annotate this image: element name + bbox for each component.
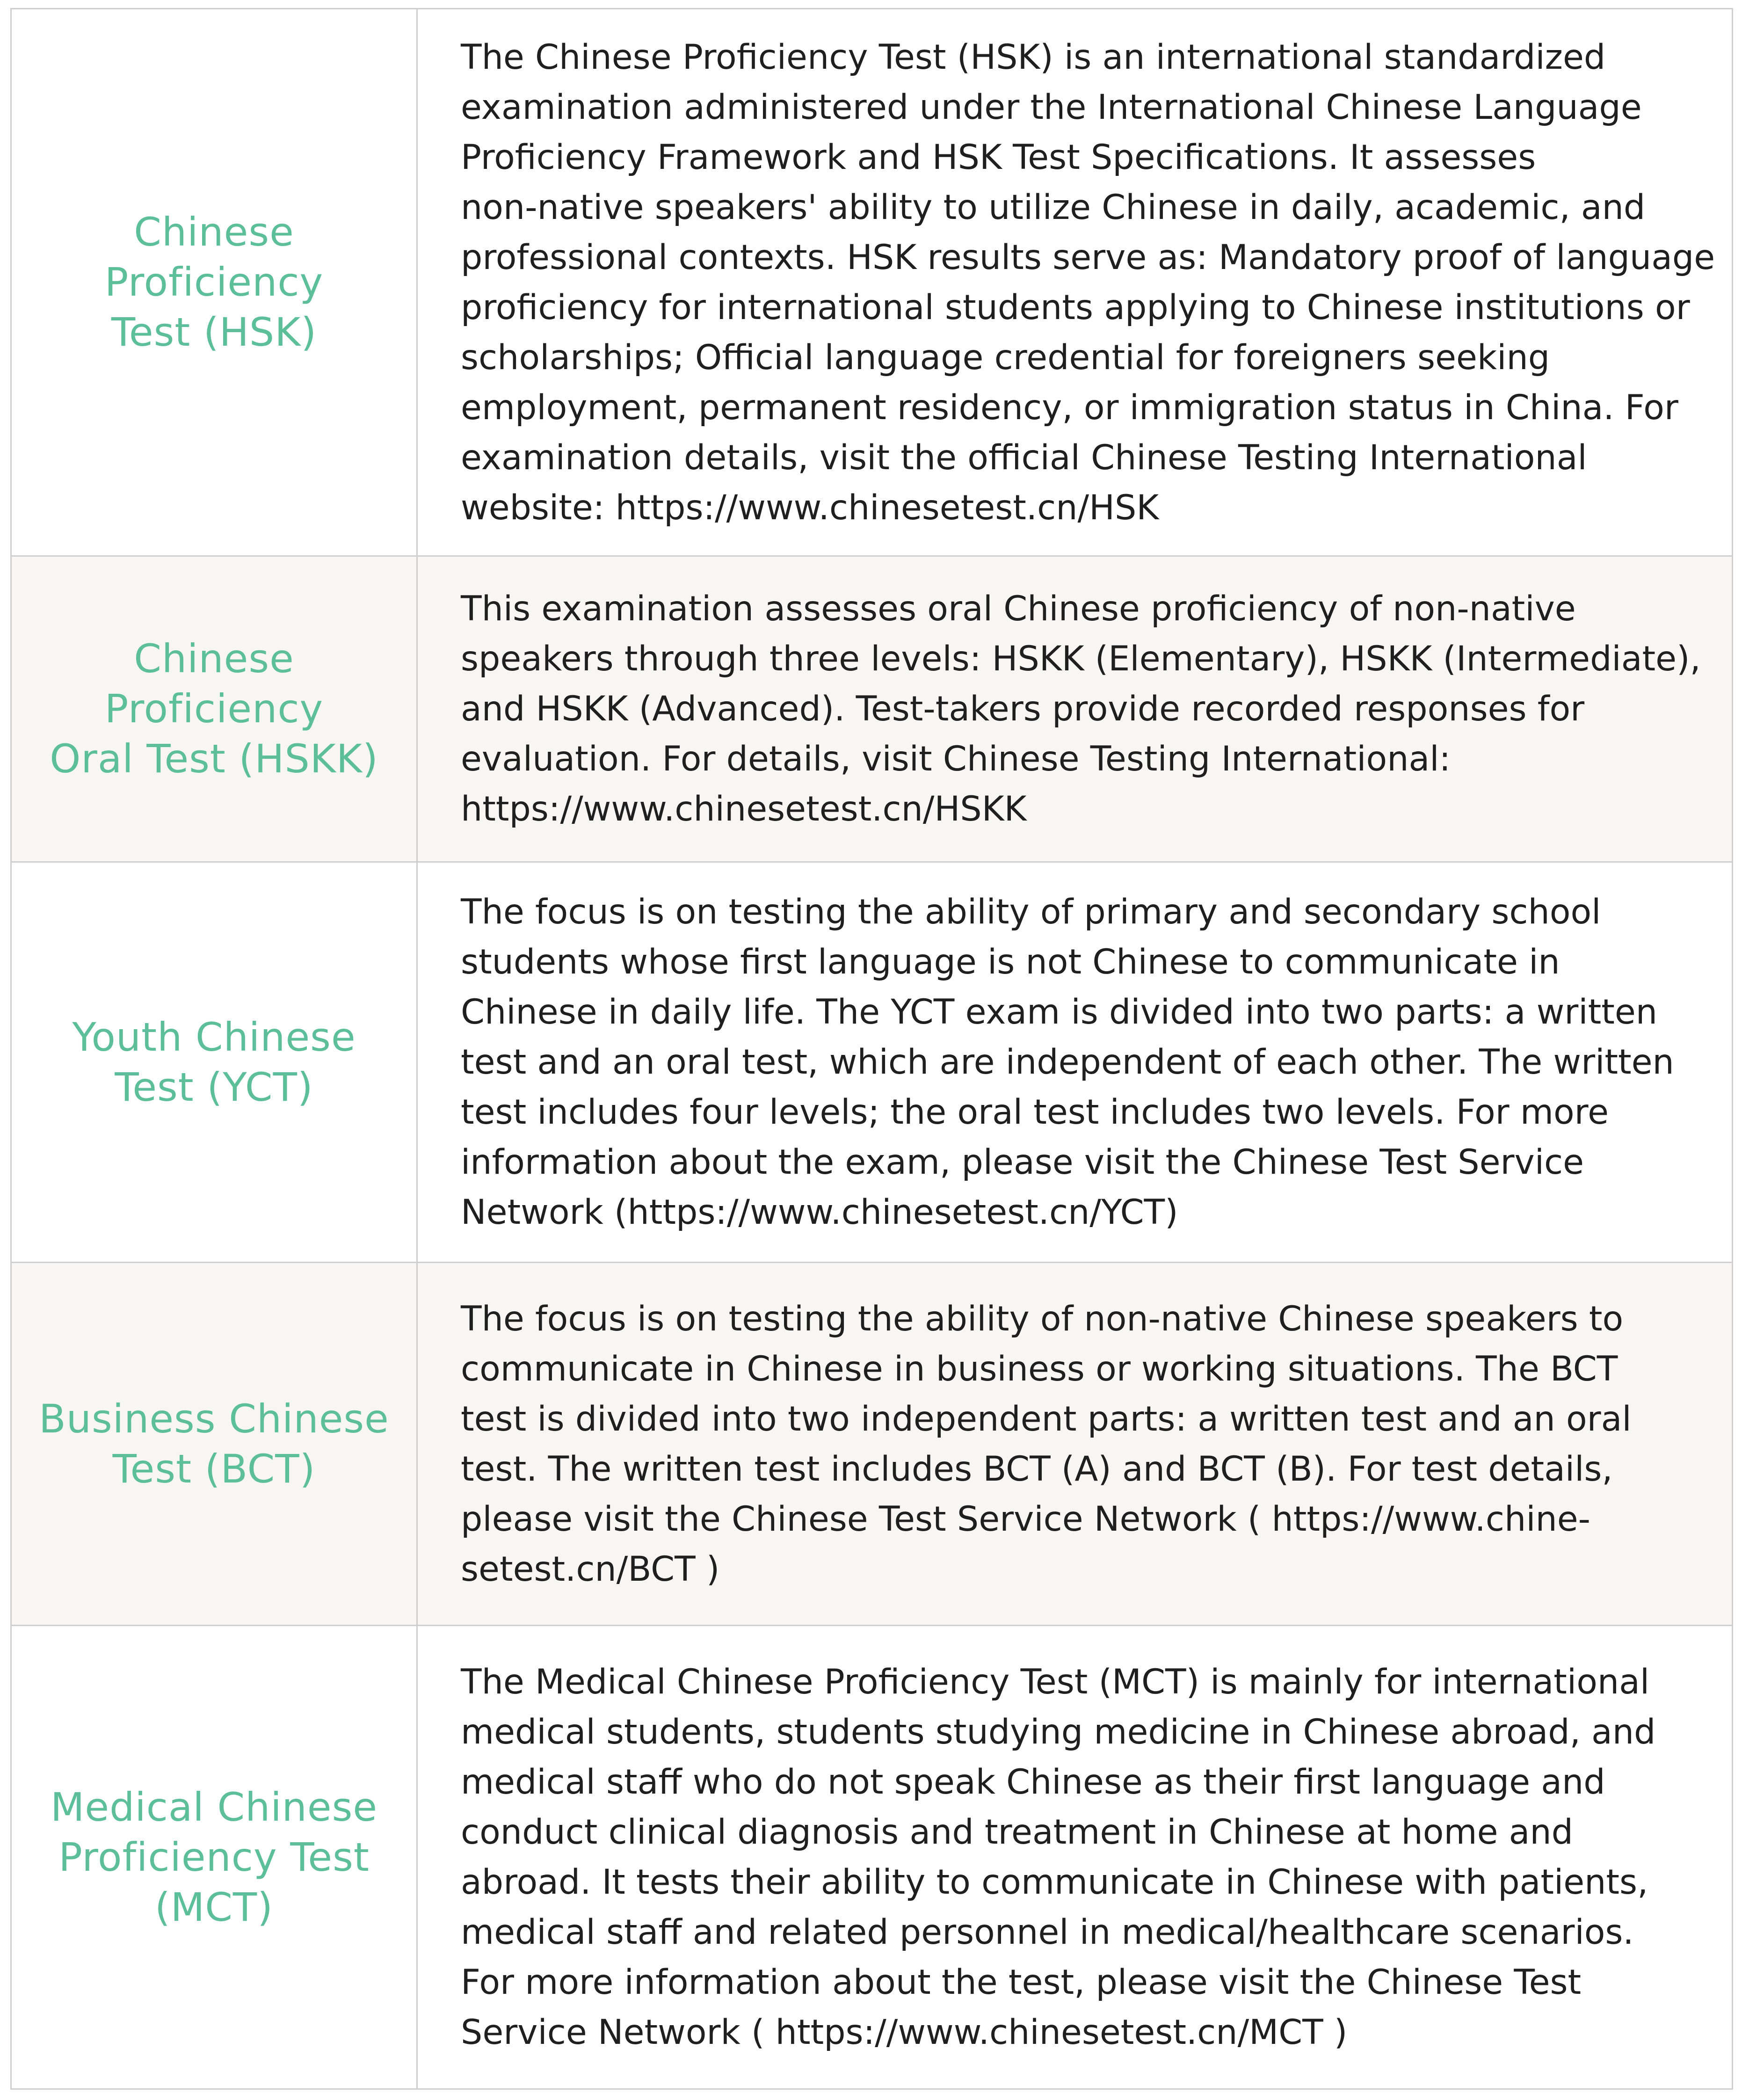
- description-line: examination details, visit the official Chinese Testing International: [461, 437, 1587, 478]
- description-line: conduct clinical diagnosis and treatment in Chinese at home and: [461, 1812, 1574, 1852]
- test-name-line: (MCT): [155, 1884, 273, 1930]
- table-row-bct: [11, 1263, 1733, 1626]
- description-line: speakers through three levels: HSKK (Elementary), HSKK (Intermediate),: [461, 639, 1701, 679]
- test-name-line: Chinese: [134, 209, 294, 255]
- description-line: medical students, students studying medicine in Chinese abroad, and: [461, 1712, 1656, 1752]
- test-name-line: Test (HSK): [111, 309, 317, 355]
- description-line: non-native speakers' ability to utilize Chinese in daily, academic, and: [461, 187, 1646, 227]
- description-line: setest.cn/BCT ): [461, 1549, 720, 1589]
- test-name-line: Business Chinese: [39, 1395, 389, 1442]
- description-line: scholarships; Official language credential for foreigners seeking: [461, 337, 1550, 378]
- description-line: test and an oral test, which are independent of each other. The written: [461, 1042, 1674, 1082]
- description-line: https://www.chinesetest.cn/HSKK: [461, 789, 1027, 829]
- test-description-cell: [417, 1626, 1733, 2089]
- test-description-cell: [417, 556, 1733, 862]
- description-line: test. The written test includes BCT (A) and BCT (B). For test details,: [461, 1449, 1613, 1489]
- description-line: please visit the Chinese Test Service Network ( https://www.chine-: [461, 1499, 1591, 1539]
- table-row-mct: [11, 1626, 1733, 2089]
- table-row-hskk: [11, 556, 1733, 862]
- test-name-line: Test (YCT): [115, 1064, 313, 1110]
- test-description-cell: [417, 862, 1733, 1263]
- description-line: proficiency for international students applying to Chinese institutions or: [461, 287, 1690, 327]
- description-line: Network (https://www.chinesetest.cn/YCT): [461, 1192, 1178, 1232]
- table-row-hsk: [11, 9, 1733, 556]
- description-line: medical staff and related personnel in medical/healthcare scenarios.: [461, 1912, 1634, 1952]
- test-name-line: Proficiency: [104, 686, 324, 732]
- description-line: website: https://www.chinesetest.cn/HSK: [461, 487, 1159, 528]
- description-line: professional contexts. HSK results serve as: Mandatory proof of language: [461, 237, 1715, 277]
- description-line: examination administered under the International Chinese Language: [461, 87, 1642, 127]
- description-line: and HSKK (Advanced). Test-takers provide recorded responses for: [461, 689, 1585, 729]
- test-name-line: Test (BCT): [112, 1446, 316, 1492]
- test-name-line: Proficiency: [104, 259, 324, 305]
- description-line: The focus is on testing the ability of primary and secondary school: [461, 892, 1601, 932]
- description-line: employment, permanent residency, or immigration status in China. For: [461, 387, 1678, 428]
- test-name-line: Oral Test (HSKK): [50, 736, 378, 782]
- test-name-cell: [11, 556, 417, 862]
- table-row-yct: [11, 862, 1733, 1263]
- description-line: test is divided into two independent parts: a written test and an oral: [461, 1399, 1632, 1439]
- description-line: students whose first language is not Chinese to communicate in: [461, 942, 1560, 982]
- test-name-cell: [11, 862, 417, 1263]
- description-line: test includes four levels; the oral test includes two levels. For more: [461, 1092, 1609, 1132]
- description-line: information about the exam, please visit the Chinese Test Service: [461, 1142, 1584, 1182]
- description-line: For more information about the test, please visit the Chinese Test: [461, 1962, 1582, 2002]
- test-name-line: Youth Chinese: [72, 1014, 356, 1060]
- description-line: This examination assesses oral Chinese proficiency of non-native: [461, 589, 1576, 629]
- description-line: abroad. It tests their ability to communicate in Chinese with patients,: [461, 1862, 1648, 1902]
- description-line: medical staff who do not speak Chinese as their first language and: [461, 1762, 1605, 1802]
- description-line: The Chinese Proficiency Test (HSK) is an international standardized: [461, 37, 1606, 77]
- test-description-cell: [417, 9, 1733, 556]
- test-name-cell: [11, 1626, 417, 2089]
- test-name-line: Proficiency Test: [58, 1834, 370, 1880]
- description-line: communicate in Chinese in business or working situations. The BCT: [461, 1349, 1618, 1389]
- description-line: Service Network ( https://www.chinesetest.cn/MCT ): [461, 2013, 1348, 2052]
- description-line: Proficiency Framework and HSK Test Specifications. It assesses: [461, 137, 1536, 177]
- test-name-cell: [11, 9, 417, 556]
- description-line: evaluation. For details, visit Chinese Testing International:: [461, 739, 1451, 779]
- test-name-line: Chinese: [134, 636, 294, 682]
- chinese-tests-table: [10, 8, 1733, 2090]
- description-line: Chinese in daily life. The YCT exam is divided into two parts: a written: [461, 992, 1657, 1032]
- test-name-cell: [11, 1263, 417, 1626]
- test-description-cell: [417, 1263, 1733, 1626]
- test-name-line: Medical Chinese: [50, 1784, 378, 1830]
- description-line: The focus is on testing the ability of non-native Chinese speakers to: [461, 1299, 1624, 1339]
- description-line: The Medical Chinese Proficiency Test (MCT) is mainly for international: [461, 1662, 1650, 1702]
